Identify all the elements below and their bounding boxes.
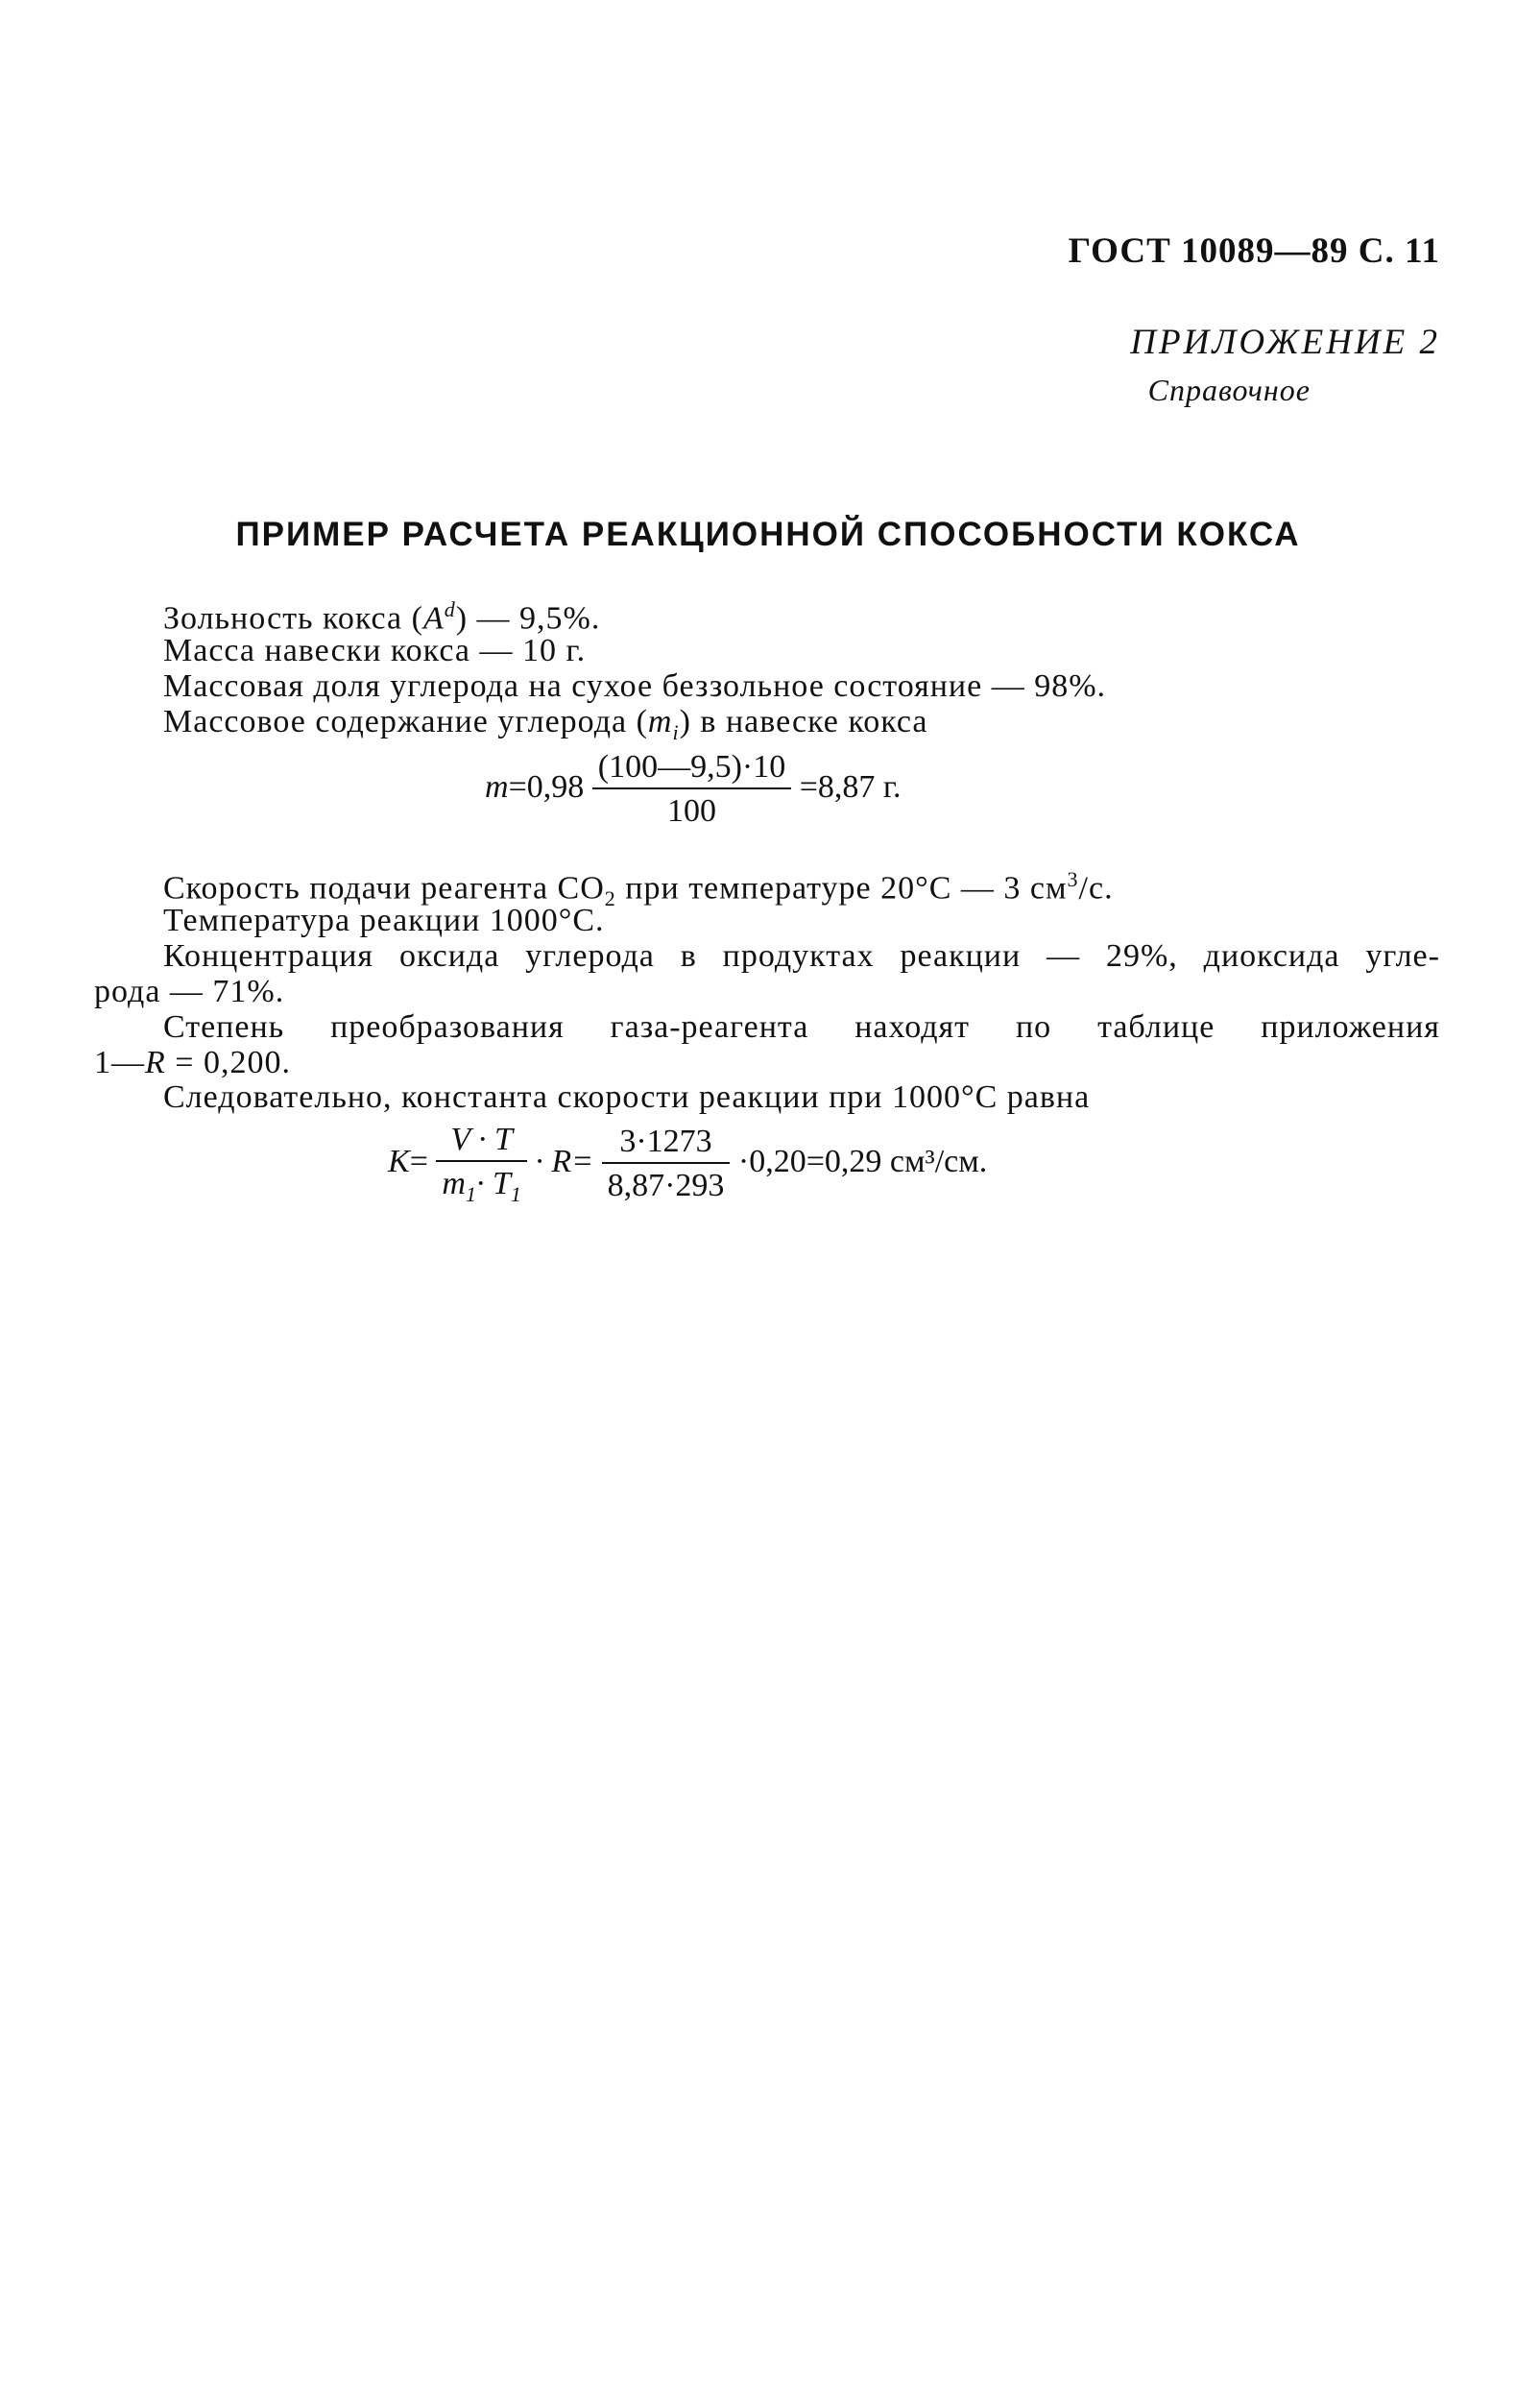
formula2-fraction-2 (602, 1124, 731, 1204)
formula1-coefficient: =0,98 (508, 768, 585, 805)
conversion-degree-word: находят (854, 1009, 971, 1045)
carbon-content-prefix: Массовое содержание углерода ( (163, 704, 648, 739)
formula2-numerator-2: 3·1273 (602, 1124, 731, 1164)
formula1-fraction (592, 749, 791, 830)
ash-superscript: d (444, 597, 456, 621)
formula2-equals: = (409, 1144, 428, 1180)
formula2-den1-m-subscript: 1 (465, 1181, 476, 1206)
carbon-content-suffix: ) в навеске кокса (679, 704, 928, 739)
formula2-denominator-2: 8,87·293 (607, 1168, 725, 1204)
sample-mass-line: Масса навески кокса — 10 г. (163, 633, 587, 668)
formula2-den1-m: m (442, 1166, 466, 1201)
concentration-word: в (680, 938, 697, 974)
conversion-degree-line (163, 1009, 1440, 1046)
ash-content-line (163, 597, 600, 637)
formula2-result: ·0,20=0,29 см³/см. (737, 1144, 988, 1180)
formula2-den1-t-subscript: 1 (510, 1181, 521, 1206)
formula2-denominator-1 (436, 1162, 526, 1207)
conversion-degree-word: приложения (1261, 1009, 1440, 1045)
carbon-mass-formula (485, 749, 902, 830)
formula2-fraction-1 (436, 1122, 526, 1207)
carbon-content-subscript: i (672, 719, 680, 744)
rate-constant-formula (388, 1122, 987, 1207)
appendix-subtitle: Справочное (1147, 373, 1311, 407)
formula1-numerator: (100—9,5)·10 (592, 749, 791, 789)
concentration-word: угле- (1365, 938, 1440, 974)
document-header: ГОСТ 10089—89 С. 11 (1068, 231, 1440, 271)
formula1-lhs: m (485, 768, 509, 805)
ash-symbol: A (422, 600, 445, 637)
carbon-content-line (163, 704, 927, 745)
formula1-result: =8,87 г. (799, 768, 902, 805)
formula2-numerator-1: V · T (436, 1122, 526, 1162)
formula2-middle: · R= (535, 1144, 594, 1180)
reagent-flow-suffix: /с. (1078, 870, 1114, 907)
conversion-degree-word: по (1015, 1009, 1052, 1045)
formula2-lhs: K (388, 1144, 410, 1180)
reagent-flow-superscript: 3 (1067, 867, 1079, 891)
concentration-word: 29%, (1105, 938, 1178, 974)
concentration-word: диоксида (1203, 938, 1340, 974)
conversion-degree-word: Степень (163, 1009, 285, 1045)
concentration-word: — (1047, 938, 1081, 974)
ash-content-value: ) — 9,5%. (455, 600, 601, 637)
concentration-word: углерода (525, 938, 655, 974)
conversion-degree-symbol: R (145, 1045, 166, 1080)
carbon-content-symbol: m (647, 704, 673, 739)
document-title: ПРИМЕР РАСЧЕТА РЕАКЦИОННОЙ СПОСОБНОСТИ КОКСА (235, 516, 1301, 553)
appendix-title: ПРИЛОЖЕНИЕ 2 (1130, 323, 1440, 362)
carbon-fraction-line: Массовая доля углерода на сухое беззольное состояние — 98%. (163, 668, 1107, 704)
ash-content-prefix: Зольность кокса ( (163, 600, 423, 637)
formula2-den1-middle: · T (475, 1166, 511, 1201)
conversion-degree-word: преобразования (330, 1009, 565, 1045)
concentration-word: Концентрация (163, 938, 374, 974)
conversion-degree-word: таблице (1097, 1009, 1215, 1045)
concentration-continuation: рода — 71%. (94, 974, 285, 1009)
reaction-temperature-line: Температура реакции 1000°C. (163, 903, 605, 938)
conversion-degree-continuation (94, 1045, 291, 1081)
reagent-flow-subscript: 2 (604, 886, 616, 911)
concentration-word: продуктах (722, 938, 875, 974)
concentration-line (163, 938, 1440, 975)
concentration-word: оксида (398, 938, 500, 974)
reagent-flow-prefix: Скорость подачи реагента CO (163, 870, 605, 907)
reagent-flow-middle: при температуре 20°C — 3 см (615, 870, 1068, 907)
conversion-degree-prefix: 1— (94, 1045, 145, 1080)
rate-constant-intro-line: Следовательно, константа скорости реакции при 1000°C равна (163, 1079, 1091, 1115)
formula1-denominator: 100 (666, 793, 716, 829)
concentration-word: реакции (900, 938, 1022, 974)
conversion-degree-value: = 0,200. (165, 1045, 291, 1080)
conversion-degree-word: газа-реагента (610, 1009, 809, 1045)
